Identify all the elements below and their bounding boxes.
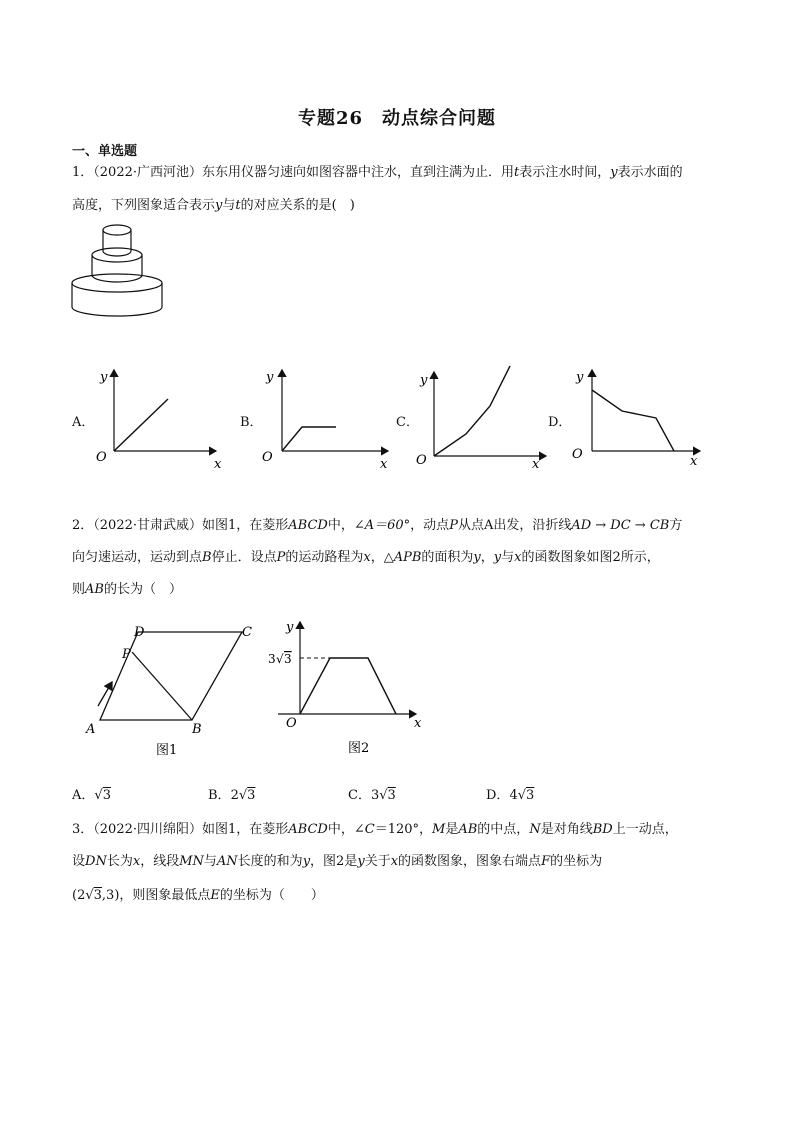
origin-label: O bbox=[572, 447, 583, 462]
q2-text: 的面积为 bbox=[421, 550, 474, 565]
q2-option-d[interactable] bbox=[486, 784, 534, 803]
q1-line-2 bbox=[72, 196, 355, 216]
sqrt-sign: √ bbox=[85, 888, 94, 903]
q3-var: M bbox=[432, 822, 446, 837]
q1-text: 表示注水时间， bbox=[519, 165, 611, 180]
y-axis-label: y bbox=[286, 620, 294, 635]
option-radicand: 3 bbox=[387, 788, 396, 803]
x-axis-label: x bbox=[380, 457, 388, 472]
sqrt-sign: √ bbox=[517, 788, 527, 803]
rhombus-figure-1 bbox=[80, 620, 260, 760]
q3-line-1 bbox=[72, 820, 678, 840]
q3-coord-radicand: 3 bbox=[93, 888, 102, 903]
q3-var: y bbox=[357, 854, 365, 869]
section-heading: 一、单选题 bbox=[72, 144, 138, 159]
y-axis-label: y bbox=[266, 370, 274, 385]
q2-line-2 bbox=[72, 548, 660, 568]
q2-line-1 bbox=[72, 516, 682, 536]
q2-text: 中， bbox=[327, 518, 354, 533]
q3-text: 的坐标为 bbox=[550, 854, 603, 869]
page-title: 专题26 动点综合问题 bbox=[297, 108, 497, 129]
q2-angle: ∠A＝60° bbox=[353, 518, 411, 533]
q1-text: 高度，下列图象适合表示 bbox=[72, 198, 216, 213]
origin-label: O bbox=[416, 453, 427, 468]
origin-label: O bbox=[262, 450, 273, 465]
q3-line-3 bbox=[72, 886, 324, 906]
point-a-label: A bbox=[86, 722, 96, 737]
q3-var: x bbox=[132, 854, 141, 869]
max-value-radicand: 3 bbox=[284, 652, 292, 666]
x-axis-label: x bbox=[414, 716, 422, 731]
option-coef: 4 bbox=[509, 788, 518, 803]
q3-text: ，线段 bbox=[140, 854, 180, 869]
x-axis-label: x bbox=[690, 454, 698, 469]
q1-option-b-label[interactable]: B． bbox=[240, 415, 263, 430]
q3-var: DN bbox=[85, 854, 107, 869]
y-axis-label: y bbox=[576, 370, 584, 385]
q3-var: AB bbox=[458, 822, 478, 837]
q2-var: y bbox=[493, 550, 502, 565]
function-graph-figure-2 bbox=[264, 614, 434, 760]
q3-var: F bbox=[541, 854, 551, 869]
q1-var-y: y bbox=[215, 198, 223, 213]
q2-text: 方 bbox=[669, 518, 683, 533]
q2-text: ， bbox=[370, 550, 384, 565]
q2-text: 从点A出发，沿折线 bbox=[457, 518, 572, 533]
q3-var: x bbox=[390, 854, 399, 869]
q2-var: x bbox=[363, 550, 371, 565]
q3-var: y bbox=[302, 854, 311, 869]
q3-text: 上一动点， bbox=[612, 822, 678, 837]
q2-text: 向匀速运动，运动到点 bbox=[72, 550, 203, 565]
q3-text: 3．（2022·四川绵阳）如图1，在菱形 bbox=[72, 822, 289, 837]
q3-text: ，则图象最低点 bbox=[119, 888, 211, 903]
q2-text: 与 bbox=[501, 550, 515, 565]
q3-text: 关于 bbox=[364, 854, 391, 869]
q1-option-b-graph[interactable] bbox=[260, 364, 400, 474]
q3-line-2 bbox=[72, 852, 602, 872]
q2-text: 则 bbox=[72, 582, 86, 597]
q1-option-c-graph[interactable] bbox=[414, 364, 554, 474]
option-label: C． bbox=[348, 788, 371, 803]
x-axis-label: x bbox=[214, 457, 222, 472]
q2-text: 的长为（ ） bbox=[103, 582, 182, 597]
q2-var: ABCD bbox=[288, 518, 328, 533]
q3-coord-open: (2 bbox=[72, 888, 86, 903]
q3-text: 长为 bbox=[106, 854, 133, 869]
container-figure bbox=[70, 222, 170, 318]
option-coef: 3 bbox=[370, 788, 380, 803]
q2-var: y bbox=[473, 550, 481, 565]
q2-var: B bbox=[202, 550, 212, 565]
y-axis-label: y bbox=[420, 373, 428, 388]
point-c-label: C bbox=[242, 625, 252, 640]
figure-1-caption: 图1 bbox=[156, 743, 178, 758]
point-b-label: B bbox=[192, 722, 202, 737]
q3-var: ∠C bbox=[353, 822, 375, 837]
q1-var-y: y bbox=[610, 165, 618, 180]
q3-var: BD bbox=[592, 822, 613, 837]
q1-text: 表示水面的 bbox=[617, 165, 683, 180]
option-radicand: 3 bbox=[526, 788, 535, 803]
q3-text: 设 bbox=[72, 854, 86, 869]
q2-var: P bbox=[276, 550, 286, 565]
q1-text: 1．（2022·广西河池）东东用仪器匀速向如图容器中注水，直到注满为止．用 bbox=[72, 165, 514, 180]
q3-text: 是对角线 bbox=[540, 822, 593, 837]
q3-coord-close: ,3) bbox=[101, 888, 120, 903]
q2-option-a[interactable] bbox=[72, 784, 111, 803]
q2-text: 2．（2022·甘肃武威）如图1，在菱形 bbox=[72, 518, 289, 533]
q1-option-a-graph[interactable] bbox=[92, 364, 232, 474]
q3-text: 长度的和为 bbox=[237, 854, 303, 869]
q1-option-a-label[interactable]: A． bbox=[72, 415, 95, 430]
q2-var: P bbox=[449, 518, 458, 533]
q3-text: 中， bbox=[327, 822, 354, 837]
q2-text: 停止．设点 bbox=[211, 550, 277, 565]
q3-text: ＝120°， bbox=[374, 822, 433, 837]
option-radicand: 3 bbox=[102, 788, 111, 803]
x-axis-label: x bbox=[532, 457, 540, 472]
q1-option-c-label[interactable]: C． bbox=[396, 415, 419, 430]
point-p-label: P bbox=[122, 647, 131, 662]
q3-var: MN bbox=[179, 854, 204, 869]
q1-var-t: t bbox=[514, 165, 520, 180]
max-value-coef: 3 bbox=[268, 652, 276, 666]
q2-text: 的运动路程为 bbox=[285, 550, 364, 565]
q1-option-d-label[interactable]: D． bbox=[548, 415, 572, 430]
q2-var: AB bbox=[85, 582, 104, 597]
q3-text: 的函数图象，图象右端点 bbox=[398, 854, 542, 869]
q2-path: AD → DC → CB bbox=[571, 518, 670, 533]
q3-var: E bbox=[210, 888, 220, 903]
origin-label: O bbox=[286, 716, 297, 731]
option-label: B． bbox=[208, 788, 231, 803]
q2-var: △APB bbox=[383, 550, 422, 565]
q3-text: 是 bbox=[445, 822, 459, 837]
figure-2-caption: 图2 bbox=[348, 741, 370, 756]
q2-text: ， bbox=[480, 550, 494, 565]
option-label: A． bbox=[72, 788, 95, 803]
sqrt-sign: √ bbox=[94, 788, 103, 803]
option-label: D． bbox=[486, 788, 510, 803]
q1-text: 与 bbox=[222, 198, 236, 213]
origin-label: O bbox=[96, 450, 107, 465]
q3-var: AN bbox=[216, 854, 238, 869]
q1-option-d-graph[interactable] bbox=[570, 364, 710, 474]
sqrt-sign: √ bbox=[379, 788, 388, 803]
q2-line-3 bbox=[72, 580, 182, 600]
q3-var: ABCD bbox=[288, 822, 328, 837]
point-d-label: D bbox=[134, 625, 145, 640]
y-axis-label: y bbox=[100, 370, 108, 385]
q1-text: 的对应关系的是( ) bbox=[240, 198, 355, 213]
q3-text: 的坐标为（ ） bbox=[219, 888, 324, 903]
q3-text: 与 bbox=[203, 854, 217, 869]
q2-option-b[interactable] bbox=[208, 784, 255, 803]
q3-text: ，图2是 bbox=[310, 854, 358, 869]
q1-line-1 bbox=[72, 163, 683, 183]
sqrt-sign: √ bbox=[238, 788, 248, 803]
q2-text: ，动点 bbox=[410, 518, 450, 533]
q2-var: x bbox=[514, 550, 522, 565]
sqrt-sign: √ bbox=[276, 652, 284, 666]
q2-option-c[interactable] bbox=[348, 784, 396, 803]
q2-text: 的函数图象如图2所示， bbox=[521, 550, 660, 565]
option-coef: 2 bbox=[230, 788, 239, 803]
q3-text: 的中点， bbox=[477, 822, 530, 837]
q3-var: N bbox=[529, 822, 541, 837]
q1-var-t: t bbox=[235, 198, 241, 213]
option-radicand: 3 bbox=[247, 788, 256, 803]
